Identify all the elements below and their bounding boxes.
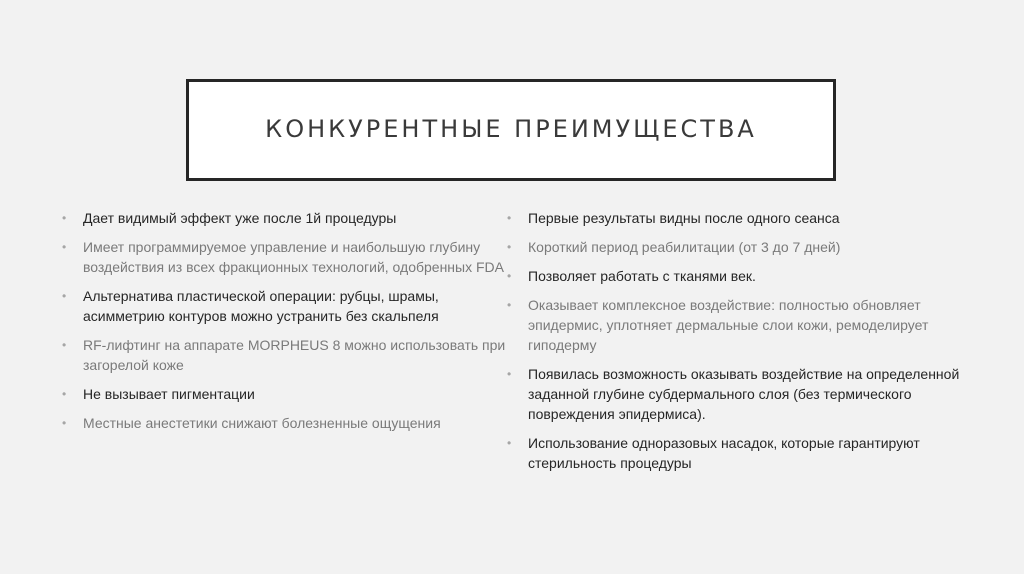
bullet-text: RF-лифтинг на аппарате MORPHEUS 8 можно использовать при загорелой коже bbox=[83, 337, 506, 373]
bullet-icon: • bbox=[507, 211, 512, 225]
bullet-text: Не вызывает пигментации bbox=[83, 386, 255, 402]
bullet-text: Короткий период реабилитации (от 3 до 7 дней) bbox=[528, 239, 841, 255]
bullet-item bbox=[507, 433, 962, 473]
left-bullet-list bbox=[62, 208, 507, 442]
bullet-icon: • bbox=[507, 298, 512, 312]
bullet-item bbox=[62, 384, 507, 404]
bullet-icon: • bbox=[62, 211, 67, 225]
right-bullet-list bbox=[507, 208, 962, 482]
bullet-icon: • bbox=[62, 416, 67, 430]
bullet-item bbox=[62, 413, 507, 433]
bullet-icon: • bbox=[507, 367, 512, 381]
bullet-text: Оказывает комплексное воздействие: полностью обновляет эпидермис, уплотняет дермальные слои кожи, ремоделирует гиподерму bbox=[528, 297, 929, 353]
bullet-icon: • bbox=[62, 338, 67, 352]
bullet-icon: • bbox=[62, 240, 67, 254]
bullet-item bbox=[62, 208, 507, 228]
bullet-item bbox=[62, 237, 507, 277]
bullet-item bbox=[507, 237, 962, 257]
bullet-text: Имеет программируемое управление и наибольшую глубину воздействия из всех фракционных технологий, одобренных FDA bbox=[83, 239, 504, 275]
bullet-icon: • bbox=[507, 269, 512, 283]
slide-title: КОНКУРЕНТНЫЕ ПРЕИМУЩЕСТВА bbox=[265, 115, 757, 143]
bullet-item bbox=[62, 335, 507, 375]
bullet-text: Позволяет работать с тканями век. bbox=[528, 268, 756, 284]
bullet-icon: • bbox=[507, 436, 512, 450]
bullet-item bbox=[507, 364, 962, 424]
bullet-text: Альтернатива пластической операции: рубцы, шрамы, асимметрию контуров можно устранить без скальпеля bbox=[83, 288, 439, 324]
bullet-text: Появилась возможность оказывать воздействие на определенной заданной глубине субдермального слоя (без термического повреждения эпидермиса). bbox=[528, 366, 960, 422]
bullet-icon: • bbox=[62, 387, 67, 401]
title-box bbox=[186, 79, 836, 181]
bullet-item bbox=[507, 208, 962, 228]
bullet-item bbox=[62, 286, 507, 326]
bullet-text: Местные анестетики снижают болезненные ощущения bbox=[83, 415, 441, 431]
bullet-icon: • bbox=[507, 240, 512, 254]
bullet-item bbox=[507, 295, 962, 355]
bullet-text: Дает видимый эффект уже после 1й процедуры bbox=[83, 210, 397, 226]
bullet-text: Использование одноразовых насадок, которые гарантируют стерильность процедуры bbox=[528, 435, 920, 471]
bullet-text: Первые результаты видны после одного сеанса bbox=[528, 210, 840, 226]
bullet-icon: • bbox=[62, 289, 67, 303]
bullet-item bbox=[507, 266, 962, 286]
